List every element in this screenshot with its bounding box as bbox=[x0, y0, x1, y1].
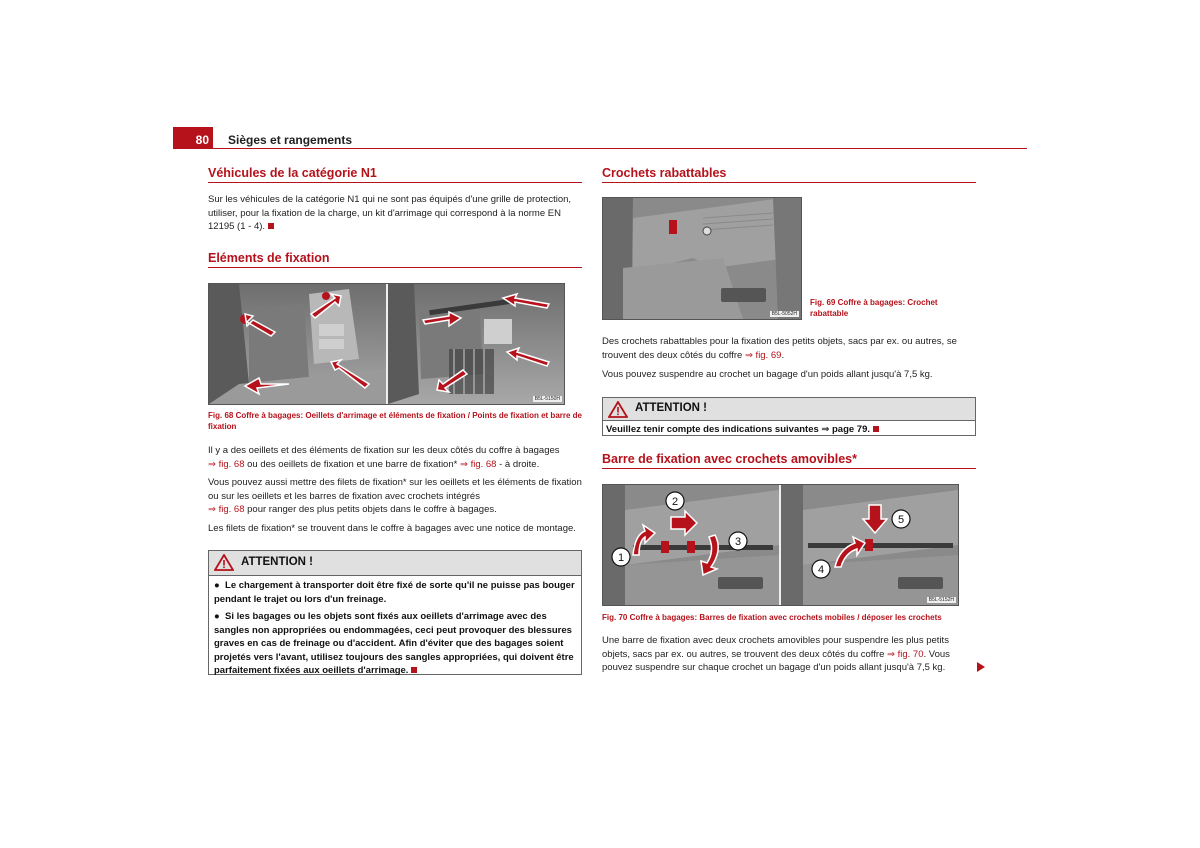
figure-caption-70: Fig. 70 Coffre à bagages: Barres de fixation avec crochets mobiles / déposer les crochets bbox=[602, 613, 942, 622]
warning-title: ATTENTION ! bbox=[241, 556, 313, 568]
section-rule bbox=[208, 267, 582, 268]
figure-code: B5L-5150H bbox=[534, 396, 560, 402]
next-page-arrow-icon[interactable] bbox=[976, 660, 986, 678]
section-rule bbox=[208, 182, 582, 183]
figure-70 bbox=[602, 484, 959, 606]
figure-code: B5L-5052H bbox=[771, 311, 797, 317]
figure-caption-69: Fig. 69 Coffre à bagages: Crochet rabattable bbox=[810, 298, 938, 318]
paragraph-crochets-2: Vous pouvez suspendre au crochet un bagage d'un poids allant jusqu'à 7,5 kg. bbox=[602, 369, 933, 380]
chapter-title: Sièges et rangements bbox=[228, 133, 353, 147]
section-title-n1: Véhicules de la catégorie N1 bbox=[208, 166, 377, 180]
warning-header bbox=[603, 398, 975, 421]
section-title-fixation: Eléments de fixation bbox=[208, 251, 330, 265]
warning-triangle-icon bbox=[608, 401, 628, 423]
warning-box-left bbox=[208, 550, 582, 675]
section-title-crochets: Crochets rabattables bbox=[602, 166, 727, 180]
warning-header bbox=[209, 551, 581, 576]
warning-box-right bbox=[602, 397, 976, 436]
warning-body bbox=[603, 421, 975, 439]
callout-2: 2 bbox=[671, 496, 679, 508]
paragraph-barre: Une barre de fixation avec deux crochets amovibles pour suspendre les plus petits objets, sacs par ex. ou autres, se trouvent des deux côtés du coffre ⇒ fig. 70. Vous pouvez suspendre sur chaque crochet un bagage d'un poids allant jusqu'à 7,5 kg. bbox=[602, 635, 950, 673]
figure-69 bbox=[602, 197, 802, 320]
callout-5: 5 bbox=[897, 514, 905, 526]
fig-70-link[interactable]: ⇒ fig. 70 bbox=[887, 648, 924, 660]
paragraph-n1: Sur les véhicules de la catégorie N1 qui ne sont pas équipés d'une grille de protection, utiliser, pour la fixation de la charge, un kit d'arrimage qui correspond à la norme EN 12195 (1 - 4). bbox=[208, 194, 572, 232]
warning-bullet: ● Si les bagages ou les objets sont fixés aux oeillets d'arrimage avec des sangles non appropriées ou endommagées, ceci peut provoquer des blessures graves en cas de freinage ou d'accident. Afin d'éviter que des bagages soient projetés vers l'avant, utilisez toujours des sangles appropriées, qui doivent être parfaitement fixées aux oeillets d'arrimage. bbox=[214, 611, 574, 676]
end-mark-icon bbox=[268, 223, 274, 229]
fig-68-link[interactable]: ⇒ fig. 68 bbox=[208, 504, 245, 515]
paragraph-fixation-1: Il y a des oeillets et des éléments de fixation sur les deux côtés du coffre à bagages ⇒ fig. 68 ou des oeillets de fixation et une barre de fixation* ⇒ fig. 68 - à droite. bbox=[208, 445, 560, 470]
end-mark-icon bbox=[873, 426, 879, 432]
figure-caption-68: Fig. 68 Coffre à bagages: Oeillets d'arrimage et éléments de fixation / Points de fixation et barre de fixation bbox=[208, 411, 583, 431]
section-rule bbox=[602, 468, 976, 469]
paragraph-fixation-2: Vous pouvez aussi mettre des filets de fixation* sur les oeillets et les éléments de fixation ou sur les oeillets et les barres de fixation avec crochets intégrés ⇒ fig. 68 pour ranger des plus petits objets dans le coffre à bagages. bbox=[208, 477, 582, 515]
callout-4: 4 bbox=[817, 564, 825, 576]
section-title-barre: Barre de fixation avec crochets amovibles* bbox=[602, 452, 857, 466]
callout-1: 1 bbox=[617, 552, 625, 564]
fig-68-link[interactable]: ⇒ fig. 68 bbox=[208, 458, 245, 470]
section-rule bbox=[602, 182, 976, 183]
figure-68 bbox=[208, 283, 565, 405]
paragraph-crochets-1: Des crochets rabattables pour la fixation des petits objets, sacs par ex. ou autres, se trouvent des deux côtés du coffre ⇒ fig. 69. bbox=[602, 336, 957, 361]
fig-68-link[interactable]: ⇒ fig. 68 bbox=[459, 458, 497, 470]
warning-title: ATTENTION ! bbox=[635, 402, 707, 414]
warning-triangle-icon bbox=[214, 554, 234, 576]
end-mark-icon bbox=[411, 667, 417, 673]
paragraph-fixation-3: Les filets de fixation* se trouvent dans le coffre à bagages avec une notice de montage. bbox=[208, 523, 576, 534]
warning-body bbox=[209, 576, 581, 681]
warning-bullet: ● Le chargement à transporter doit être fixé de sorte qu'il ne puisse pas bouger pendant le trajet ou lors d'un freinage. bbox=[214, 580, 575, 605]
callout-3: 3 bbox=[734, 536, 742, 548]
fig-69-link[interactable]: ⇒ fig. 69 bbox=[744, 349, 782, 361]
warning-page-link[interactable]: Veuillez tenir compte des indications suivantes ⇒ page 79. bbox=[606, 424, 871, 435]
figure-code: B5L-5152H bbox=[928, 597, 954, 603]
page-number: 80 bbox=[173, 127, 213, 149]
header-rule bbox=[173, 148, 1027, 149]
